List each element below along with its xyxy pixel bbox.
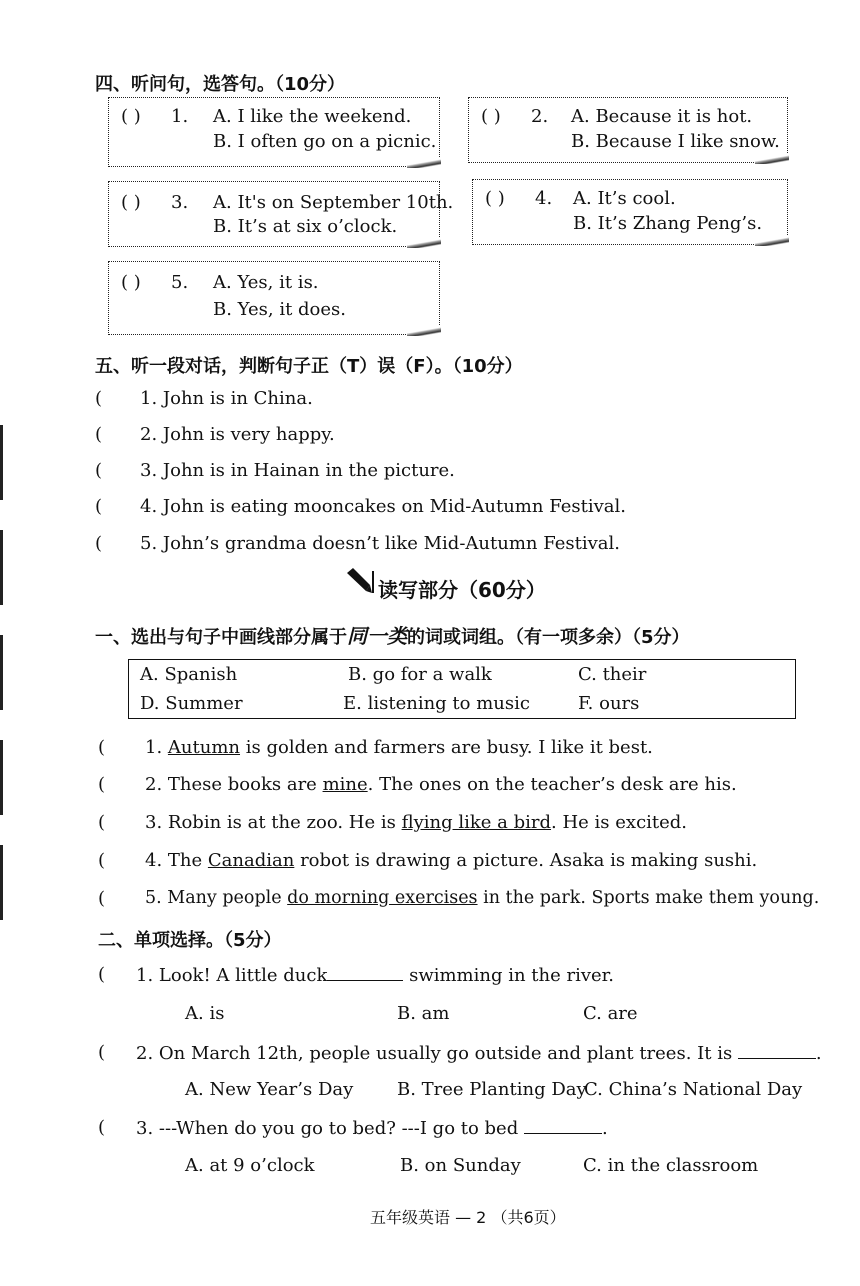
option-a: A. Because it is hot. — [571, 106, 753, 127]
answer-paren[interactable]: ( — [98, 774, 106, 795]
option-c: C. their — [578, 664, 647, 685]
edge-mark — [0, 740, 3, 815]
page-curl-decoration — [755, 154, 789, 164]
option-a: A. I like the weekend. — [213, 106, 412, 127]
tf-item-5: 5. John’s grandma doesn’t like Mid-Autumn Festival. — [140, 533, 620, 554]
answer-paren[interactable]: ( — [98, 812, 106, 833]
pencil-icon — [344, 565, 374, 599]
page-curl-decoration — [407, 158, 441, 168]
part1-item-2: 2. These books are mine. The ones on the teacher’s desk are his. — [145, 774, 737, 795]
reading-writing-title: 读写部分（60分） — [378, 578, 546, 602]
page-curl-decoration — [755, 236, 789, 246]
option-b: B. I often go on a picnic. — [213, 131, 437, 152]
q3-option-a: A. at 9 o’clock — [185, 1155, 315, 1176]
option-a: A. It’s cool. — [573, 188, 676, 209]
part1-item-4: 4. The Canadian robot is drawing a picture. Asaka is making sushi. — [145, 850, 758, 871]
q2-option-c: C. China’s National Day — [584, 1079, 803, 1100]
answer-paren[interactable]: ( — [98, 888, 106, 909]
tf-paren[interactable]: ( — [95, 533, 103, 554]
answer-paren[interactable]: ( ) — [121, 272, 141, 293]
answer-paren[interactable]: ( — [98, 737, 106, 758]
page-footer: 五年级英语 — 2 （共6页） — [370, 1208, 566, 1227]
option-a: A. Spanish — [140, 664, 238, 685]
option-b: B. go for a walk — [348, 664, 492, 685]
option-a: A. Yes, it is. — [213, 272, 319, 293]
option-a: A. It's on September 10th. — [213, 192, 454, 213]
q2-option-b: B. Tree Planting Day — [397, 1079, 587, 1100]
answer-blank[interactable] — [524, 1117, 602, 1134]
tf-paren[interactable]: ( — [95, 460, 103, 481]
part1-item-5: 5. Many people do morning exercises in the park. Sports make them young. — [145, 888, 820, 908]
part1-item-1: 1. Autumn is golden and farmers are busy. I like it best. — [145, 737, 653, 758]
answer-box-4 — [472, 179, 788, 245]
page-curl-decoration — [407, 326, 441, 336]
answer-paren[interactable]: ( — [98, 850, 106, 871]
tf-paren[interactable]: ( — [95, 424, 103, 445]
question-number: 1. — [171, 106, 189, 127]
q1-option-c: C. are — [583, 1003, 638, 1024]
tf-item-2: 2. John is very happy. — [140, 424, 335, 445]
option-b: B. It’s Zhang Peng’s. — [573, 213, 763, 234]
question-number: 2. — [531, 106, 549, 127]
answer-paren[interactable]: ( ) — [481, 106, 501, 127]
tf-paren[interactable]: ( — [95, 496, 103, 517]
q1-option-a: A. is — [185, 1003, 225, 1024]
page-curl-decoration — [407, 238, 441, 248]
answer-paren[interactable]: ( ) — [121, 106, 141, 127]
option-d: D. Summer — [140, 693, 243, 714]
section4-title: 四、听问句，选答句。（10分） — [95, 74, 346, 95]
part1-title: 一、选出与句子中画线部分属于同一类的词或词组。（有一项多余）（5分） — [95, 624, 690, 648]
tf-item-4: 4. John is eating mooncakes on Mid-Autumn Festival. — [140, 496, 626, 517]
question-number: 3. — [171, 192, 189, 213]
edge-mark — [0, 635, 3, 710]
answer-paren[interactable]: ( ) — [121, 192, 141, 213]
q3-option-c: C. in the classroom — [583, 1155, 759, 1176]
tf-item-3: 3. John is in Hainan in the picture. — [140, 460, 455, 481]
question-2: 2. On March 12th, people usually go outside and plant trees. It is . — [136, 1043, 822, 1064]
edge-mark — [0, 425, 3, 500]
edge-mark — [0, 845, 3, 920]
option-f: F. ours — [578, 693, 640, 714]
question-3: 3. ---When do you go to bed? ---I go to bed . — [136, 1118, 608, 1139]
option-e: E. listening to music — [343, 693, 530, 714]
answer-paren[interactable]: ( — [98, 964, 106, 985]
part2-title: 二、单项选择。（5分） — [98, 930, 282, 951]
question-1: 1. Look! A little duck swimming in the river. — [136, 965, 615, 986]
answer-paren[interactable]: ( ) — [485, 188, 505, 209]
section5-title: 五、听一段对话，判断句子正（T）误（F）。（10分） — [95, 356, 523, 377]
answer-box-3 — [108, 181, 454, 247]
question-number: 5. — [171, 272, 189, 293]
option-b: B. Yes, it does. — [213, 299, 347, 320]
q3-option-b: B. on Sunday — [400, 1155, 521, 1176]
q1-option-b: B. am — [397, 1003, 450, 1024]
tf-item-1: 1. John is in China. — [140, 388, 313, 409]
option-b: B. Because I like snow. — [571, 131, 780, 152]
edge-mark — [0, 530, 3, 605]
part1-item-3: 3. Robin is at the zoo. He is flying like a bird. He is excited. — [145, 812, 688, 833]
answer-box-1 — [108, 97, 440, 167]
answer-paren[interactable]: ( — [98, 1117, 106, 1138]
question-number: 4. — [535, 188, 553, 209]
answer-box-5 — [108, 261, 440, 335]
answer-box-2 — [468, 97, 788, 163]
option-b: B. It’s at six o’clock. — [213, 216, 398, 237]
answer-blank[interactable] — [738, 1042, 816, 1059]
answer-paren[interactable]: ( — [98, 1042, 106, 1063]
answer-blank[interactable] — [327, 964, 403, 981]
q2-option-a: A. New Year’s Day — [185, 1079, 354, 1100]
tf-paren[interactable]: ( — [95, 388, 103, 409]
